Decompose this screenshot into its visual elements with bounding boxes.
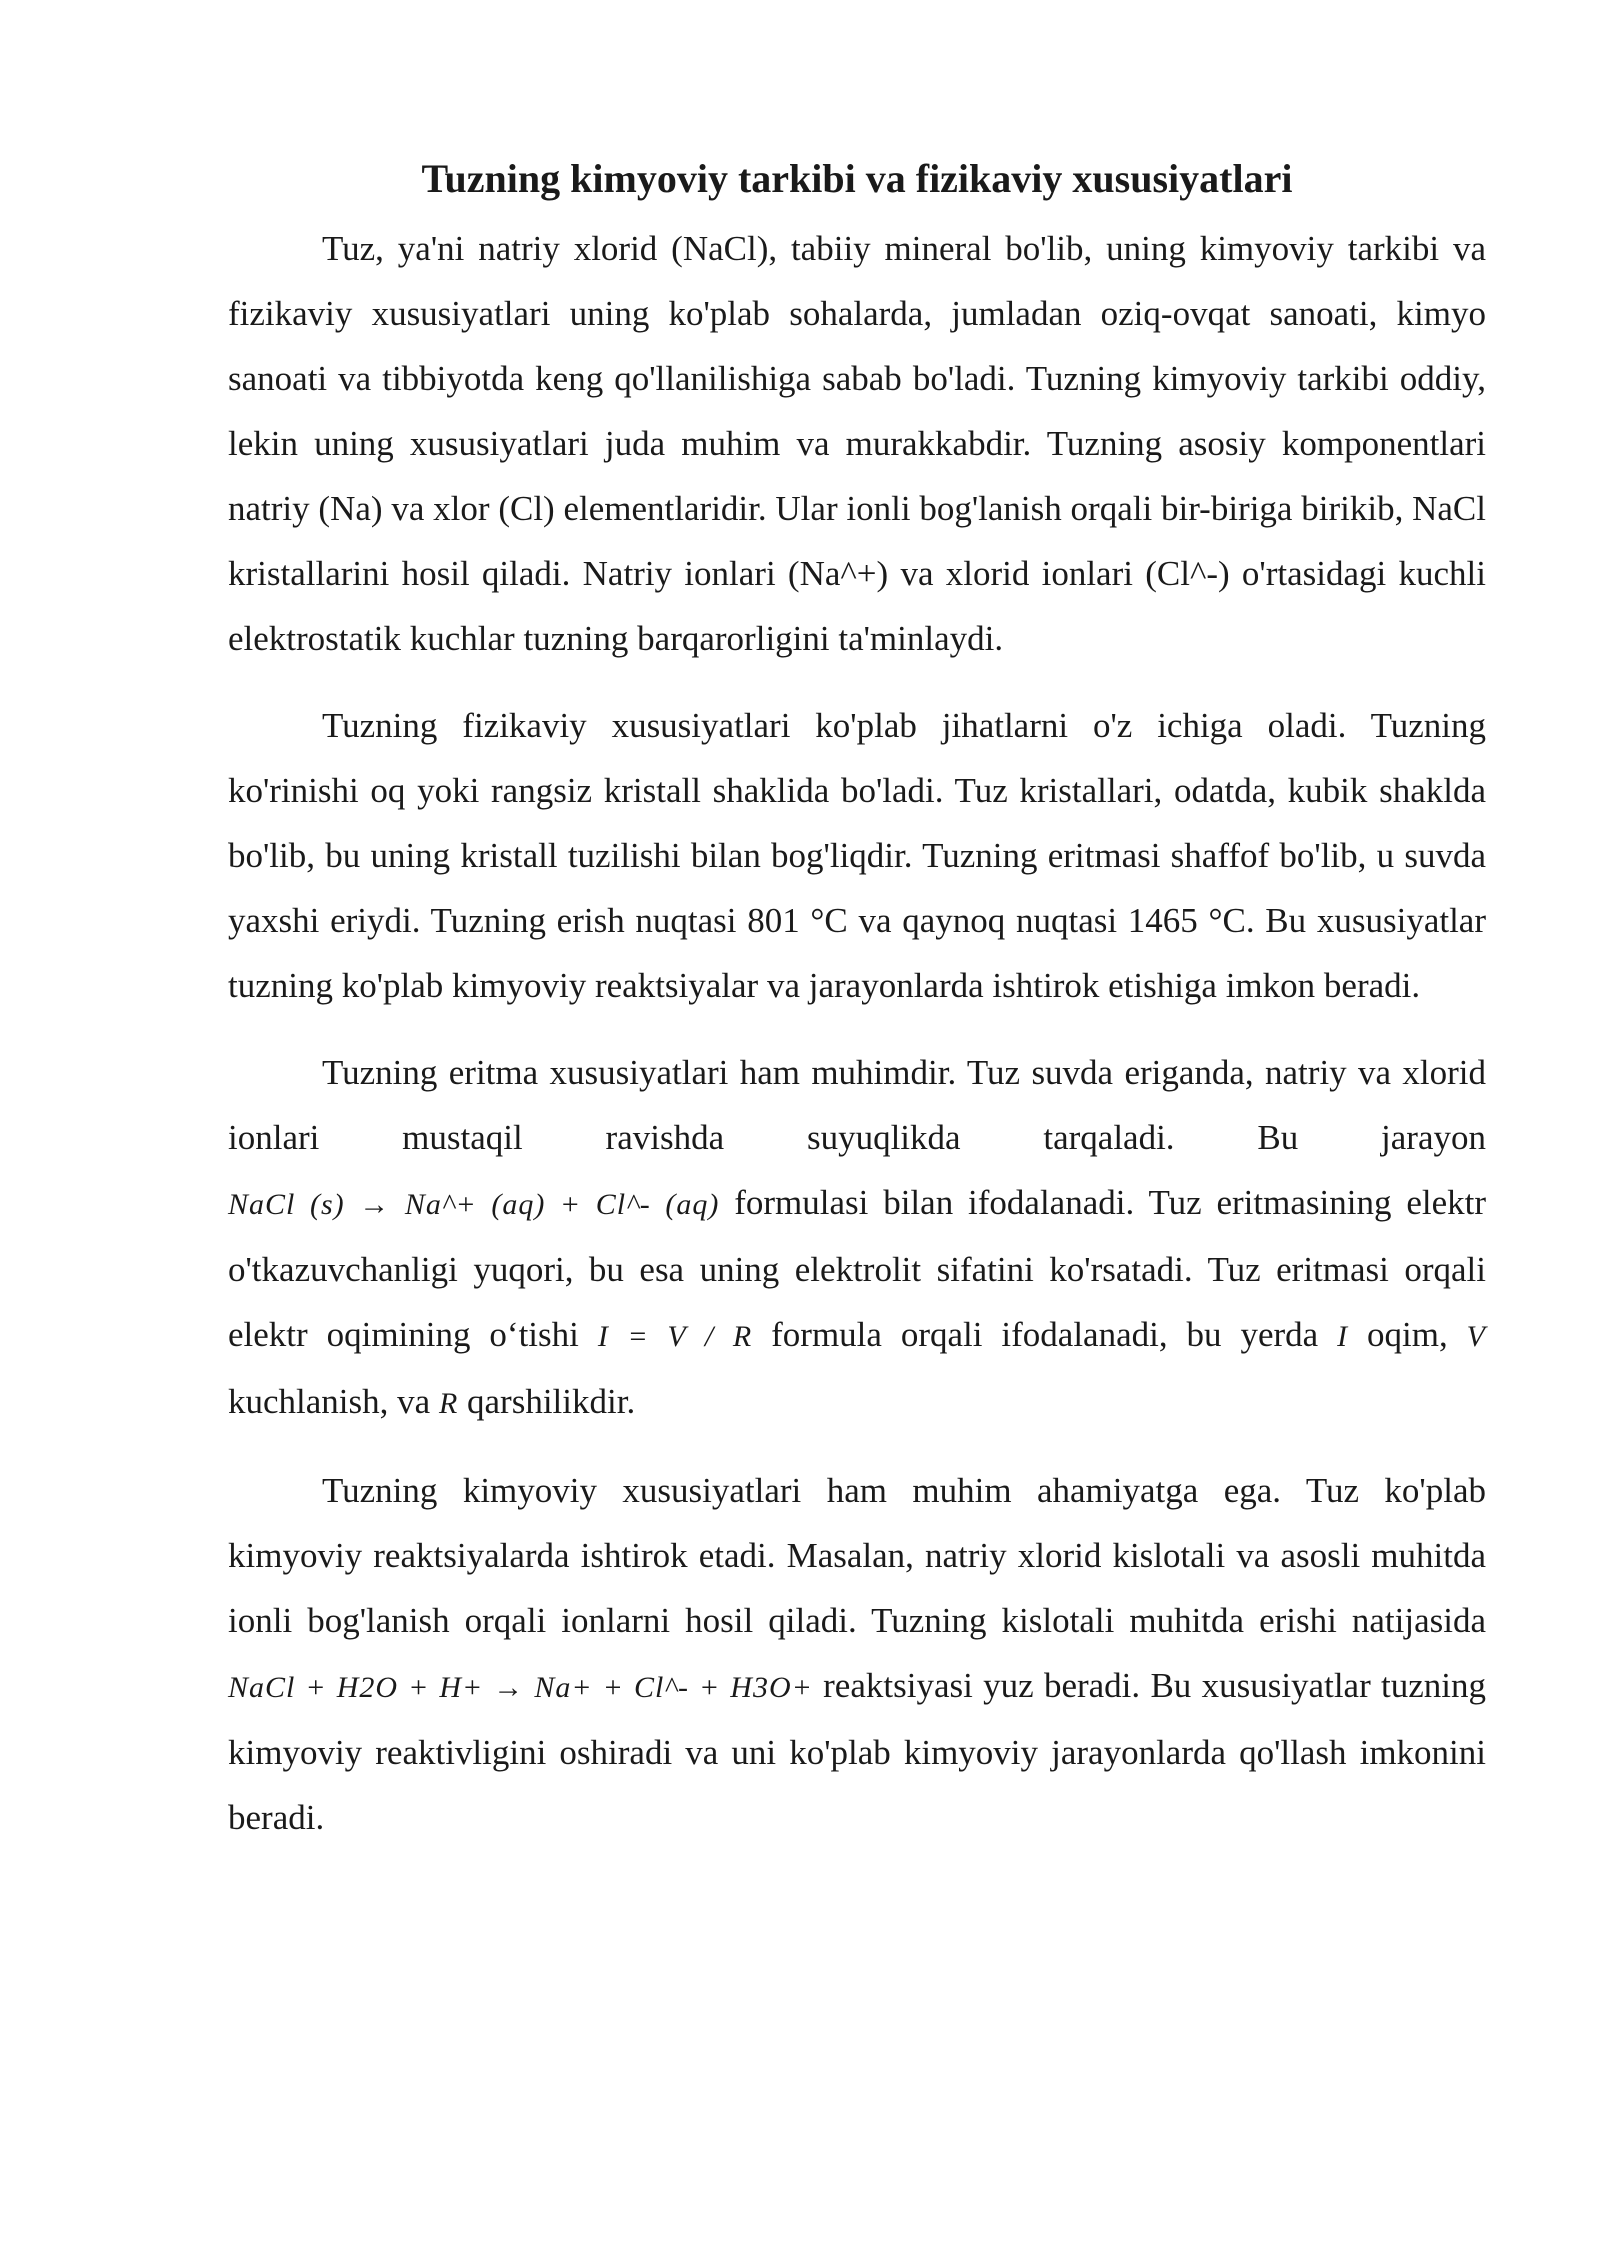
- variable-resistance: R: [438, 1387, 459, 1420]
- paragraph-solution-properties: [228, 1040, 1486, 1436]
- paragraph-composition: Tuz, ya'ni natriy xlorid (NaCl), tabiiy mineral bo'lib, uning kimyoviy tarkibi va fizikaviy xususiyatlari uning ko'plab sohalarda, jumladan oziq-ovqat sanoati, kimyo sanoati va tibbiyotda keng qo'llanilishiga sabab bo'ladi. Tuzning kimyoviy tarkibi oddiy, lekin uning xususiyatlari juda muhim va murakkabdir. Tuzning asosiy komponentlari natriy (Na) va xlor (Cl) elementlaridir. Ular ionli bog'lanish orqali bir-biriga birikib, NaCl kristallarini hosil qiladi. Natriy ionlari (Na^+) va xlorid ionlari (Cl^-) o'rtasidagi kuchli elektrostatik kuchlar tuzning barqarorligini ta'minlaydi.: [228, 229, 1486, 658]
- variable-voltage: V: [1466, 1320, 1486, 1353]
- dissociation-formula: NaCl (s) → Na^+ (aq) + Cl^- (aq): [228, 1188, 720, 1221]
- paragraph-text: oqim,: [1348, 1315, 1467, 1354]
- paragraph-text: qarshilikdir.: [458, 1382, 636, 1421]
- paragraph-chemical-properties: [228, 1458, 1486, 1850]
- paragraph-text: formulasi bilan ifodalanadi. Tuz eritmasining elektr o'tkazuvchanligi yuqori, bu esa uning elektrolit sifatini ko'rsatadi. Tuz eritmasi orqali elektr oqimining o‘tishi: [228, 1183, 1486, 1354]
- ohms-law-formula: I = V / R: [597, 1320, 753, 1353]
- paragraph-text: kuchlanish, va: [228, 1382, 439, 1421]
- document-page: [228, 150, 1486, 1872]
- variable-current: I: [1337, 1320, 1349, 1353]
- paragraph-text: Tuzning kimyoviy xususiyatlari ham muhim ahamiyatga ega. Tuz ko'plab kimyoviy reaktsiyalarda ishtirok etadi. Masalan, natriy xlorid kislotali va asosli muhitda ionli bog'lanish orqali ionlarni hosil qiladi. Tuzning kislotali muhitda erishi natijasida: [228, 1471, 1486, 1640]
- paragraph-text: formula orqali ifodalanadi, bu yerda: [752, 1315, 1338, 1354]
- paragraph-physical-properties: Tuzning fizikaviy xususiyatlari ko'plab jihatlarni o'z ichiga oladi. Tuzning ko'rinishi oq yoki rangsiz kristall shaklida bo'ladi. Tuz kristallari, odatda, kubik shaklda bo'lib, bu uning kristall tuzilishi bilan bog'liqdir. Tuzning eritmasi shaffof bo'lib, u suvda yaxshi eriydi. Tuzning erish nuqtasi 801 °C va qaynoq nuqtasi 1465 °C. Bu xususiyatlar tuzning ko'plab kimyoviy reaktsiyalar va jarayonlarda ishtirok etishiga imkon beradi.: [228, 706, 1486, 1005]
- document-title: Tuzning kimyoviy tarkibi va fizikaviy xususiyatlari: [421, 156, 1293, 201]
- acid-reaction-formula: NaCl + H2O + H+ → Na+ + Cl^- + H3O+: [228, 1671, 813, 1704]
- paragraph-text: reaktsiyasi yuz beradi. Bu xususiyatlar tuzning kimyoviy reaktivligini oshiradi va uni ko'plab kimyoviy jarayonlarda qo'llash imkonini beradi.: [228, 1666, 1487, 1837]
- paragraph-text: Tuzning eritma xususiyatlari ham muhimdir. Tuz suvda eriganda, natriy va xlorid ionlari mustaqil ravishda suyuqlikda tarqaladi. Bu jarayon: [228, 1053, 1486, 1157]
